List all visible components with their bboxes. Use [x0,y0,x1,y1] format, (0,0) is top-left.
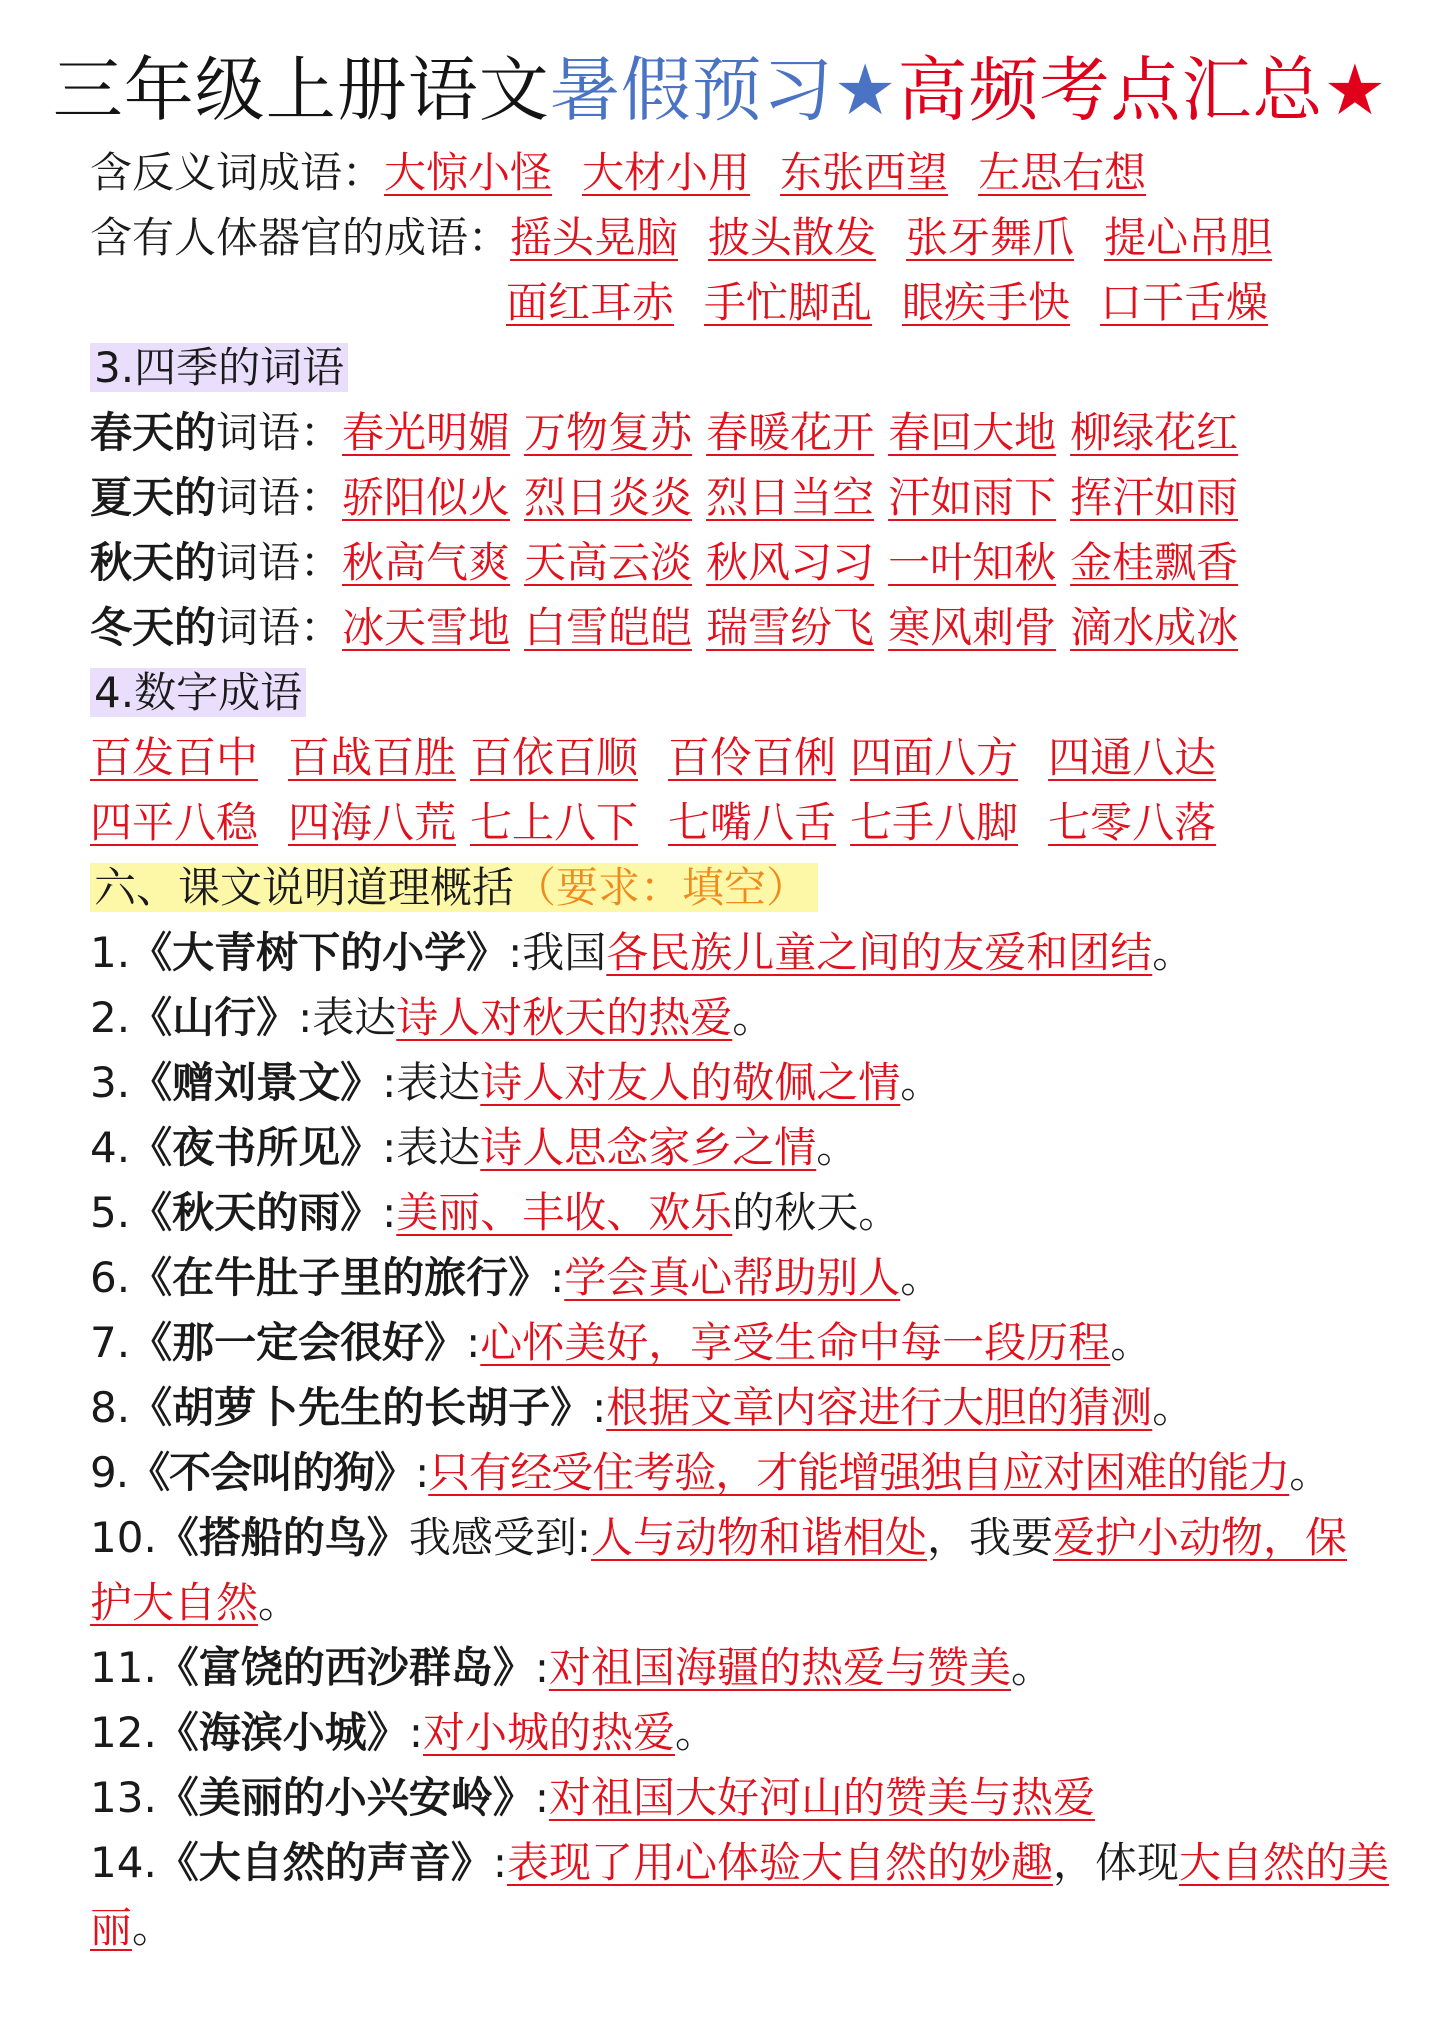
lesson-item [90,1180,900,1246]
season-row-winter [90,595,1238,661]
body-idioms-row-2 [506,270,1268,336]
idiom: 柳绿花红 [1070,408,1239,457]
idiom: 白雪皑皑 [524,603,693,652]
idiom: 百伶百俐 [668,733,837,782]
idiom: 大惊小怪 [384,148,553,197]
season-suffix: 词语： [216,603,343,652]
lesson-item [90,1505,1347,1571]
title-part-summary: 高频考点汇总 [897,49,1324,131]
item-prefix: : [408,1708,423,1757]
idiom: 七手八脚 [850,798,1019,847]
lesson-item [90,1830,1389,1896]
lesson-item [90,1310,1152,1376]
item-prefix: :表达 [382,1123,481,1172]
section6-heading-text: 六、课文说明道理概括 [94,863,515,912]
item-mid: ，我要 [926,1513,1053,1562]
idiom: 烈日炎炎 [524,473,693,522]
item-number: 5. [90,1188,131,1237]
item-number: 4. [90,1123,131,1172]
answer: 诗人对友人的敬佩之情 [480,1058,901,1107]
idiom: 摇头晃脑 [510,213,679,262]
lesson-item [90,1115,858,1181]
idiom: 东张西望 [780,148,949,197]
season-name: 秋天的 [90,538,217,587]
lesson-title: 《在牛肚子里的旅行》 [130,1253,551,1302]
item-number: 7. [90,1318,131,1367]
item-number: 3. [90,1058,131,1107]
answer: 美丽、丰收、欢乐 [396,1188,733,1237]
idiom: 四通八达 [1048,733,1217,782]
seasons-heading-row [90,335,348,401]
idiom: 四海八荒 [288,798,457,847]
section6-requirement: （要求：填空） [514,863,809,912]
item-suffix: 。 [1152,928,1195,977]
idiom: 烈日当空 [706,473,875,522]
lesson-item [90,1245,942,1311]
idiom: 张牙舞爪 [906,213,1075,262]
season-row-autumn [90,530,1238,596]
item-number: 10. [90,1513,157,1562]
idiom: 披头散发 [708,213,877,262]
item-suffix: 的秋天。 [732,1188,901,1237]
number-idioms-row-2 [90,790,1216,856]
idiom: 口干舌燥 [1100,278,1269,327]
title-part-grade: 三年级上册语文 [52,49,550,131]
seasons-heading: 3.四季的词语 [90,343,348,392]
idiom: 四面八方 [850,733,1019,782]
page-title [0,42,1440,138]
answer: 丽 [90,1903,133,1952]
item-prefix: : [415,1448,429,1497]
answer: 对小城的热爱 [422,1708,675,1757]
item-number: 2. [90,993,131,1042]
idiom: 四平八稳 [90,798,259,847]
idiom: 面红耳赤 [506,278,675,327]
answer: 学会真心帮助别人 [564,1253,901,1302]
section6-heading-row [90,855,818,921]
item-suffix: 。 [1110,1318,1153,1367]
item-number: 12. [90,1708,157,1757]
lesson-item [90,1635,1053,1701]
item-prefix: :表达 [382,1058,481,1107]
item-number: 8. [90,1383,131,1432]
body-idioms-label: 含有人体器官的成语： [90,213,511,262]
star-icon: ★ [833,49,898,131]
antonym-idioms-label: 含反义词成语： [90,148,385,197]
body-idioms-row-1 [90,205,1272,271]
number-idioms-heading-row [90,660,306,726]
idiom: 百依百顺 [470,733,639,782]
idiom: 春暖花开 [706,408,875,457]
idiom: 金桂飘香 [1070,538,1239,587]
lesson-item-continuation [90,1570,300,1636]
idiom: 七零八落 [1048,798,1217,847]
item-suffix: 。 [732,993,775,1042]
lesson-title: 《不会叫的狗》 [128,1448,416,1497]
idiom: 七嘴八舌 [668,798,837,847]
lesson-title: 《美丽的小兴安岭》 [156,1773,535,1822]
item-suffix: 。 [1289,1448,1331,1497]
idiom: 提心吊胆 [1104,213,1273,262]
item-prefix: :我国 [508,928,607,977]
season-suffix: 词语： [216,538,343,587]
idiom: 秋风习习 [706,538,875,587]
idiom: 汗如雨下 [888,473,1057,522]
item-prefix: :表达 [298,993,397,1042]
answer: 各民族儿童之间的友爱和团结 [606,928,1153,977]
lesson-title: 《大自然的声音》 [156,1838,493,1887]
idiom: 春光明媚 [342,408,511,457]
season-name: 冬天的 [90,603,217,652]
idiom: 滴水成冰 [1070,603,1239,652]
idiom: 骄阳似火 [342,473,511,522]
item-suffix: 。 [900,1253,943,1302]
answer: 爱护小动物，保 [1053,1513,1348,1562]
lesson-title: 《山行》 [130,993,299,1042]
lesson-title: 《搭船的鸟》 [156,1513,409,1562]
season-suffix: 词语： [216,473,343,522]
item-prefix: 我感受到: [408,1513,591,1562]
antonym-idioms-row [90,140,1146,206]
idiom: 天高云淡 [524,538,693,587]
answer: 表现了用心体验大自然的妙趣 [506,1838,1053,1887]
lesson-item [90,1700,717,1766]
answer: 对祖国大好河山的赞美与热爱 [548,1773,1095,1822]
lesson-item [90,1375,1194,1441]
season-name: 春天的 [90,408,217,457]
lesson-item [90,1765,1095,1831]
lesson-item [90,920,1194,986]
lesson-title: 《海滨小城》 [156,1708,409,1757]
answer: 根据文章内容进行大胆的猜测 [606,1383,1153,1432]
item-number: 14. [90,1838,157,1887]
item-prefix: : [534,1773,549,1822]
item-prefix: : [382,1188,397,1237]
item-suffix: 。 [258,1578,301,1627]
item-number: 11. [90,1643,157,1692]
idiom: 眼疾手快 [902,278,1071,327]
answer: 对祖国海疆的热爱与赞美 [548,1643,1011,1692]
item-suffix: 。 [900,1058,943,1107]
section6-heading [90,863,818,912]
lesson-item-continuation [90,1895,174,1961]
item-suffix: 。 [816,1123,859,1172]
title-part-summer: 暑假预习 [549,49,834,131]
idiom: 七上八下 [470,798,639,847]
idiom: 秋高气爽 [342,538,511,587]
item-number: 9. [90,1448,129,1497]
idiom: 寒风刺骨 [888,603,1057,652]
idiom: 挥汗如雨 [1070,473,1239,522]
answer: 只有经受住考验，才能增强独自应对困难的能力 [428,1448,1290,1497]
number-idioms-heading: 4.数字成语 [90,668,306,717]
answer: 护大自然 [90,1578,259,1627]
idiom: 手忙脚乱 [704,278,873,327]
item-prefix: : [550,1253,565,1302]
season-suffix: 词语： [216,408,343,457]
idiom: 百发百中 [90,733,259,782]
number-idioms-row-1 [90,725,1216,791]
idiom: 大材小用 [582,148,751,197]
answer: 诗人对秋天的热爱 [396,993,733,1042]
item-suffix: 。 [674,1708,717,1757]
lesson-title: 《赠刘景文》 [130,1058,383,1107]
lesson-title: 《夜书所见》 [130,1123,383,1172]
idiom: 一叶知秋 [888,538,1057,587]
season-row-spring [90,400,1238,466]
star-icon: ★ [1323,49,1388,131]
lesson-item [90,1440,1330,1506]
lesson-title: 《富饶的西沙群岛》 [156,1643,535,1692]
idiom: 万物复苏 [524,408,693,457]
lesson-title: 《那一定会很好》 [130,1318,467,1367]
item-prefix: : [592,1383,607,1432]
answer: 人与动物和谐相处 [590,1513,927,1562]
season-row-summer [90,465,1238,531]
lesson-item [90,985,774,1051]
item-prefix: : [534,1643,549,1692]
item-suffix: 。 [132,1903,175,1952]
item-number: 13. [90,1773,157,1822]
lesson-title: 《秋天的雨》 [130,1188,383,1237]
idiom: 瑞雪纷飞 [706,603,875,652]
lesson-title: 《大青树下的小学》 [130,928,509,977]
answer: 诗人思念家乡之情 [480,1123,817,1172]
item-number: 1. [90,928,131,977]
item-mid: ，体现 [1052,1838,1179,1887]
lesson-title: 《胡萝卜先生的长胡子》 [130,1383,593,1432]
item-suffix: 。 [1010,1643,1053,1692]
item-suffix: 。 [1152,1383,1195,1432]
answer: 大自然的美 [1179,1838,1390,1887]
idiom: 春回大地 [888,408,1057,457]
idiom: 百战百胜 [288,733,457,782]
idiom: 左思右想 [978,148,1147,197]
item-number: 6. [90,1253,131,1302]
season-name: 夏天的 [90,473,217,522]
item-prefix: : [492,1838,507,1887]
item-prefix: : [466,1318,481,1367]
lesson-item [90,1050,942,1116]
answer: 心怀美好，享受生命中每一段历程 [480,1318,1111,1367]
idiom: 冰天雪地 [342,603,511,652]
